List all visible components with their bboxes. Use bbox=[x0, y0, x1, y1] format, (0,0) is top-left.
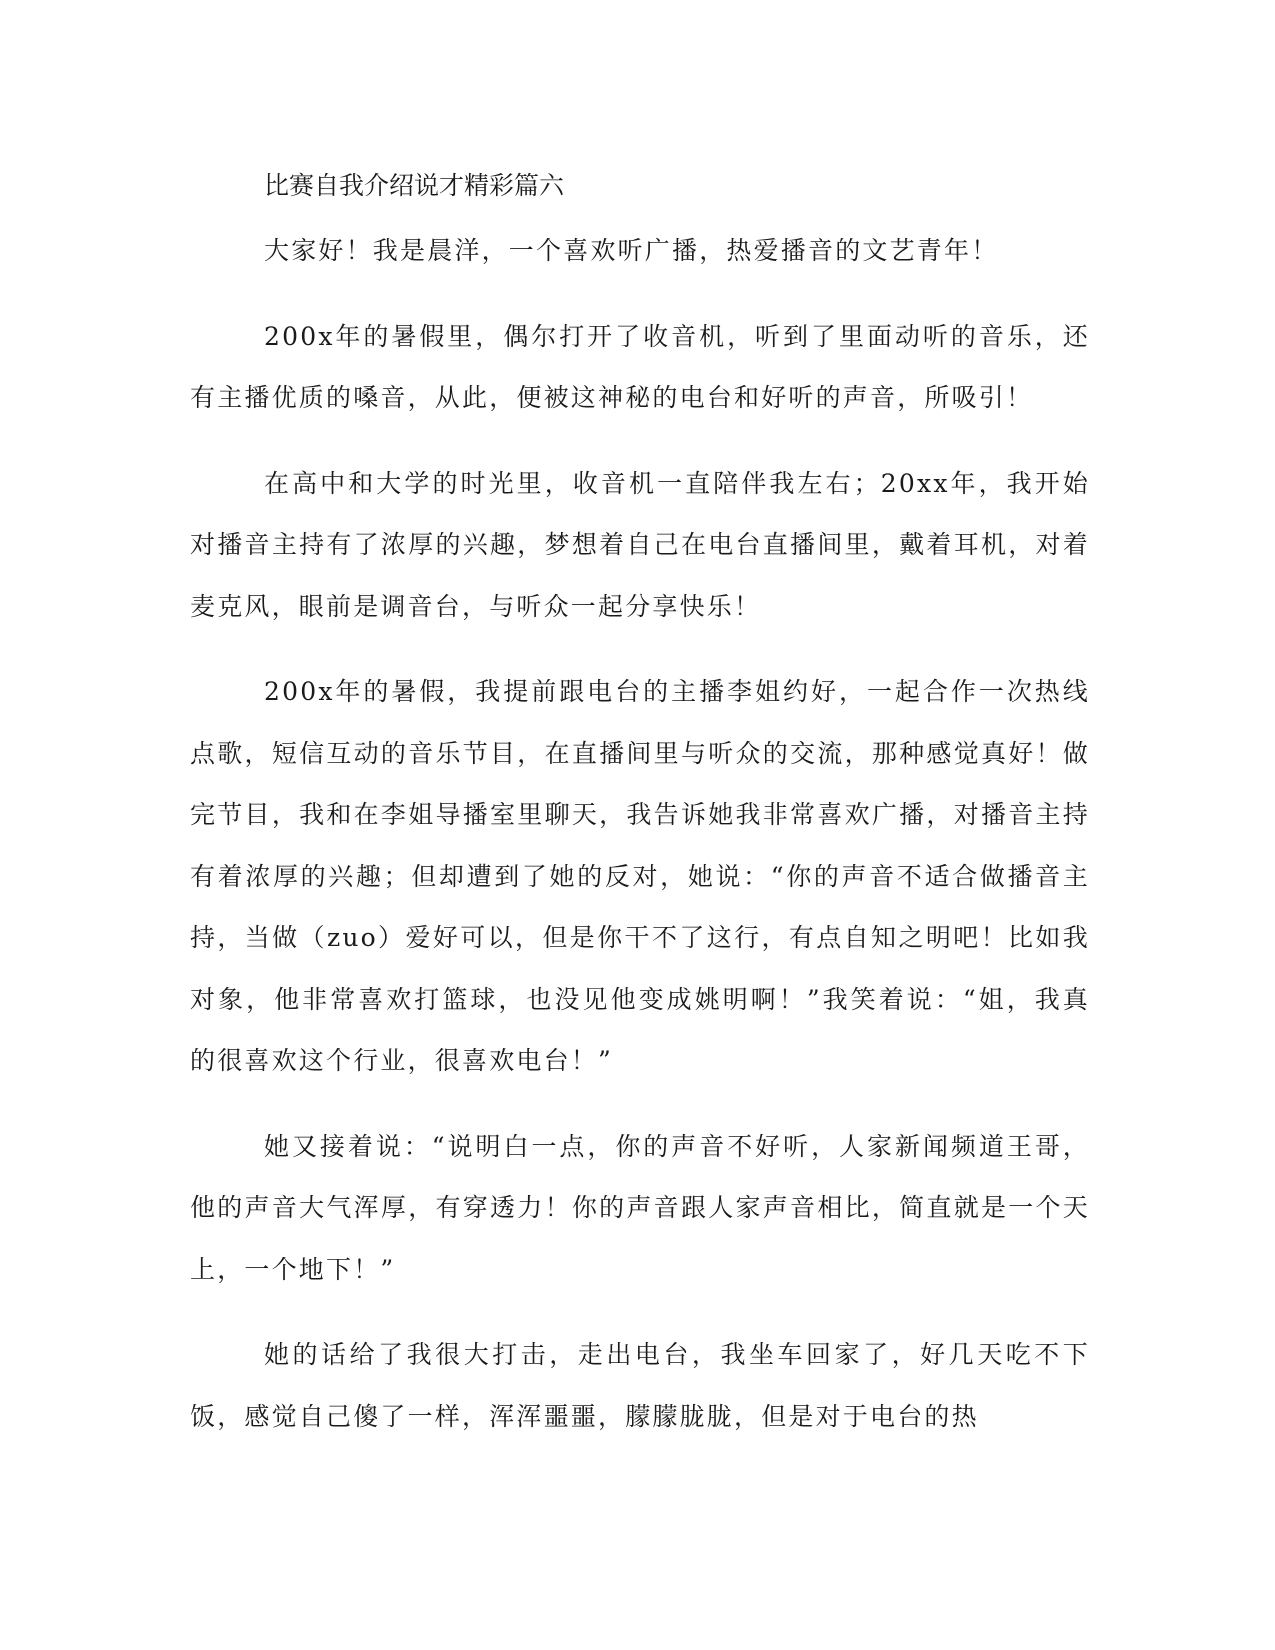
paragraph-greeting: 大家好！我是晨洋，一个喜欢听广播，热爱播音的文艺青年！ bbox=[264, 236, 999, 265]
document-body bbox=[190, 168, 1090, 1447]
paragraph-criticism: 她又接着说：“说明白一点，你的声音不好听，人家新闻频道王哥，他的声音大气浑厚，有穿透力！你的声音跟人家声音相比，简直就是一个天上，一个地下！” bbox=[190, 1131, 1090, 1284]
paragraph-aftermath: 她的话给了我很大打击，走出电台，我坐车回家了，好几天吃不下饭，感觉自己傻了一样，浑浑噩噩，朦朦胧胧，但是对于电台的热 bbox=[190, 1340, 1090, 1431]
paragraph-radio-discovery: 200x年的暑假里，偶尔打开了收音机，听到了里面动听的音乐，还有主播优质的嗓音，从此，便被这神秘的电台和好听的声音，所吸引！ bbox=[190, 321, 1090, 412]
paragraph-studio-experience: 200x年的暑假，我提前跟电台的主播李姐约好，一起合作一次热线点歌，短信互动的音乐节目，在直播间里与听众的交流，那种感觉真好！做完节目，我和在李姐导播室里聊天，我告诉她我非常喜欢广播，对播音主持有着浓厚的兴趣；但却遭到了她的反对，她说：“你的声音不适合做播音主持，当做（zuo）爱好可以，但是你干不了这行，有点自知之明吧！比如我对象，他非常喜欢打篮球，也没见他变成姚明啊！”我笑着说：“姐，我真的很喜欢这个行业，很喜欢电台！” bbox=[190, 677, 1090, 1075]
document-title: 比赛自我介绍说才精彩篇六 bbox=[264, 171, 565, 200]
paragraph-school-years: 在高中和大学的时光里，收音机一直陪伴我左右；20xx年，我开始对播音主持有了浓厚的兴趣，梦想着自己在电台直播间里，戴着耳机，对着麦克风，眼前是调音台，与听众一起分享快乐！ bbox=[190, 468, 1090, 621]
